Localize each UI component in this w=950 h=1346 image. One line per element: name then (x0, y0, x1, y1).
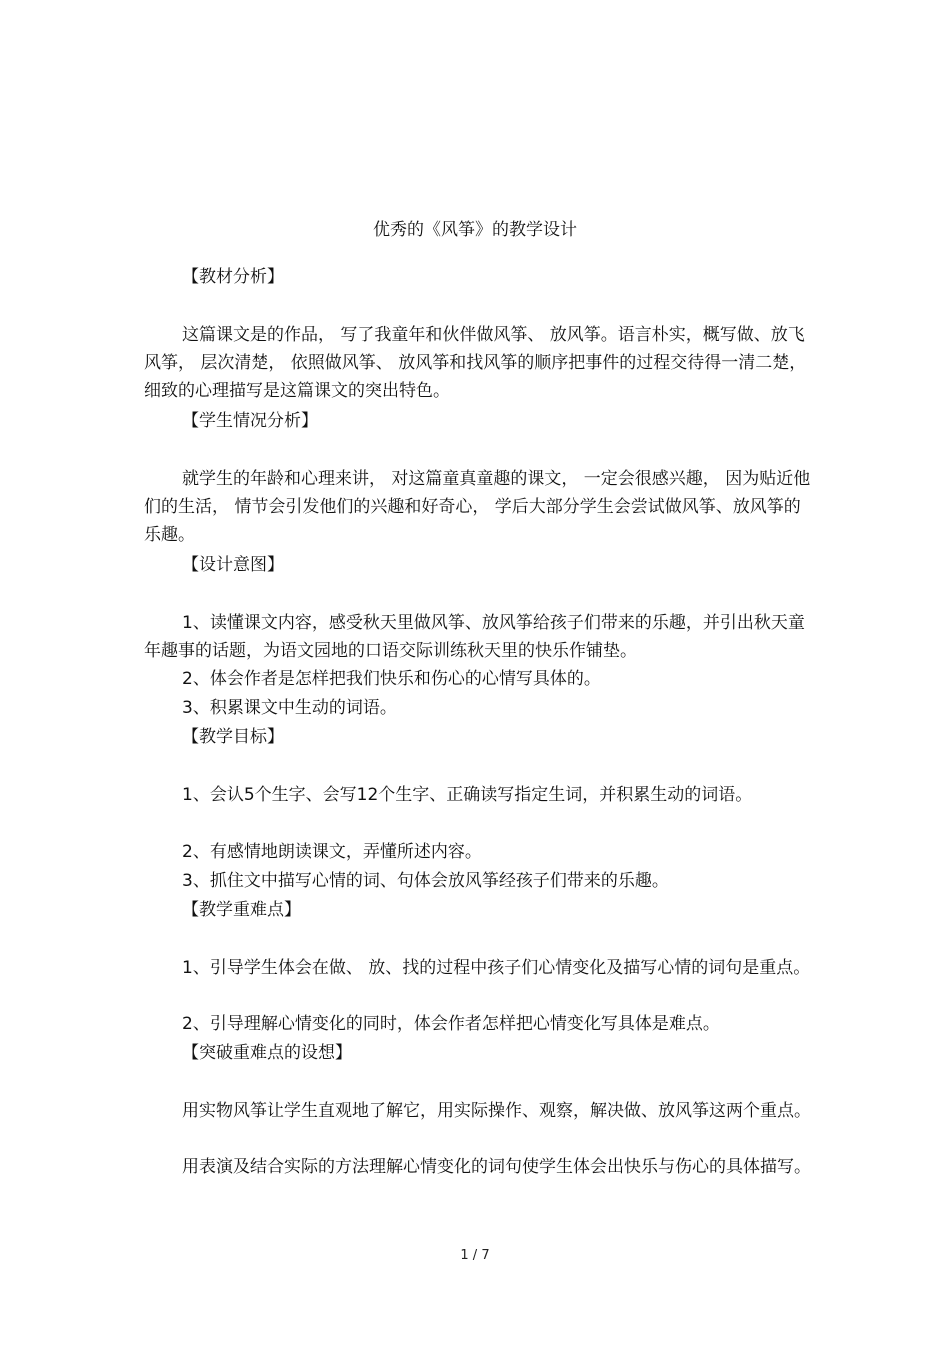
section-paragraph: 用实物风筝让学生直观地了解它，用实际操作、观察，解决做、放风筝这两个重点。 (182, 1101, 811, 1121)
section-heading-key-difficulties: 【教学重难点】 (182, 900, 301, 920)
section-paragraph: 这篇课文是的作品， 写了我童年和伙伴做风筝、 放风筝。语言朴实，概写做、放飞风筝， 层次清楚， 依照做风筝、 放风筝和找风筝的顺序把事件的过程交待得一清二楚，细致的心理描写是这篇课文的突出特色。 (144, 325, 807, 401)
page-number: 1 / 7 (460, 1248, 490, 1263)
list-item: 2、引导理解心情变化的同时，体会作者怎样把心情变化写具体是难点。 (182, 1014, 720, 1034)
section-heading-textbook-analysis: 【教材分析】 (182, 267, 284, 287)
list-item: 3、抓住文中描写心情的词、句体会放风筝经孩子们带来的乐趣。 (182, 871, 669, 891)
section-heading-student-analysis: 【学生情况分析】 (182, 411, 318, 431)
section-paragraph: 就学生的年龄和心理来讲， 对这篇童真童趣的课文， 一定会很感兴趣， 因为贴近他们的生活， 情节会引发他们的兴趣和好奇心， 学后大部分学生会尝试做风筝、放风筝的乐趣。 (144, 469, 811, 545)
section-heading-teaching-goals: 【教学目标】 (182, 727, 284, 747)
section-heading-breakthrough-ideas: 【突破重难点的设想】 (182, 1043, 352, 1063)
list-item: 1、会认5个生字、会写12个生字、正确读写指定生词，并积累生动的词语。 (182, 785, 753, 805)
list-item: 1、读懂课文内容，感受秋天里做风筝、放风筝给孩子们带来的乐趣，并引出秋天童年趣事的话题，为语文园地的口语交际训练秋天里的快乐作铺垫。 (144, 613, 805, 661)
list-item: 1、引导学生体会在做、 放、找的过程中孩子们心情变化及描写心情的词句是重点。 (182, 958, 811, 978)
section-paragraph: 用表演及结合实际的方法理解心情变化的词句使学生体会出快乐与伤心的具体描写。 (182, 1157, 811, 1177)
section-heading-design-intent: 【设计意图】 (182, 555, 284, 575)
page-title: 优秀的《风筝》的教学设计 (373, 220, 577, 240)
list-item: 3、积累课文中生动的词语。 (182, 698, 397, 718)
list-item: 2、有感情地朗读课文，弄懂所述内容。 (182, 842, 482, 862)
list-item: 2、体会作者是怎样把我们快乐和伤心的心情写具体的。 (182, 669, 601, 689)
